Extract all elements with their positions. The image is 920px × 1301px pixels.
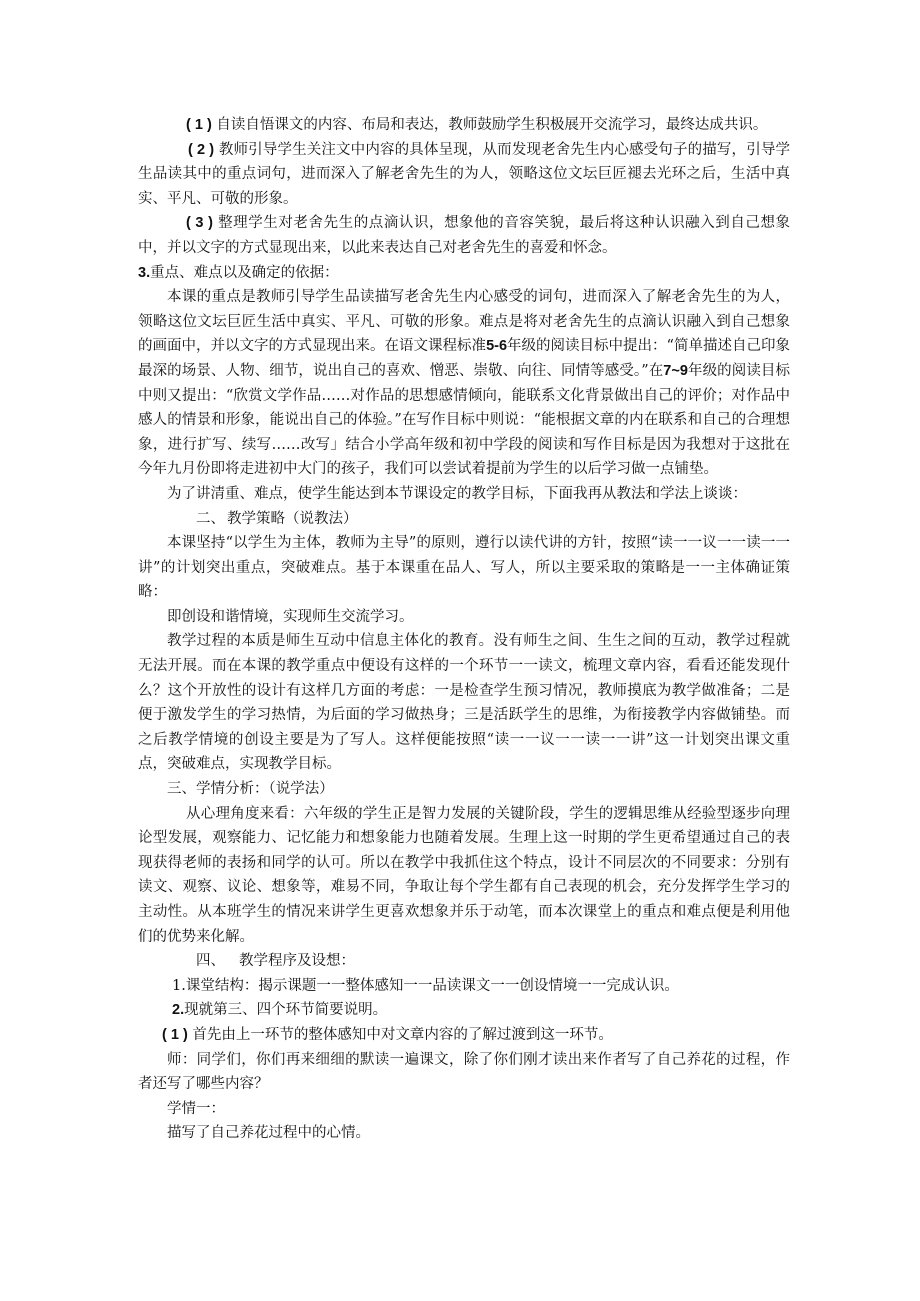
heading-text: 教学策略（说教法） bbox=[227, 510, 358, 527]
list-item-class-structure bbox=[138, 974, 790, 999]
paragraph-text: 本课坚持“以学生为主体，教师为主导”的原则，遵行以读代讲的方针，按照“读一一议一一读一一讲”的计划突出重点，突破难点。基于本课重在品人、写人，所以主要采取的策略是一一主体确证策略： bbox=[138, 535, 790, 601]
section-heading-teaching-strategy bbox=[138, 507, 790, 532]
heading-text: 重点、难点以及确定的依据： bbox=[150, 264, 339, 281]
section-heading-learning-analysis bbox=[138, 777, 790, 802]
paragraph-number: ( 2 ) bbox=[188, 141, 215, 158]
heading-number: 四、 bbox=[196, 953, 225, 970]
paragraph-text: 整理学生对老舍先生的点滴认识，想象他的音容笑貌，最后将这种认识融入到自己想象中，并以文字的方式显现出来，以此来表达自己对老舍先生的喜爱和怀念。 bbox=[138, 215, 791, 256]
heading-number: 3. bbox=[138, 264, 151, 281]
list-number: 2. bbox=[172, 1002, 185, 1019]
paragraph-teaching-process bbox=[138, 629, 790, 777]
paragraph-text: 教学过程的本质是师生互动中信息主体化的教育。没有师生之间、生生之间的互动，教学过程就无法开展。而在本课的教学重点中便设有这样的一个环节一一读文，梳理文章内容，看看还能发现什么？这个开放性的设计有这样几方面的考虑：一是检查学生预习情况，教师摸底为教学做准备；二是便于激发学生的学习热情，为后面的学习做热身；三是活跃学生的思维，为衔接教学内容做铺垫。而之后教学情境的创设主要是为了写人。这样便能按照“读一一议一一读一一讲”这一计划突出课文重点，突破难点，实现教学目标。 bbox=[138, 633, 790, 773]
grade-range: 5-6 bbox=[486, 338, 508, 355]
list-item-step-1 bbox=[138, 1023, 790, 1048]
paragraph-text: 教师引导学生关注文中内容的具体呈现，从而发现老舍先生内心感受句子的描写，引导学生品读其中的重点词句，进而深入了解老舍先生的为人，领略这位文坛巨匠褪去光环之后，生活中真实、平凡、可敬的形象。 bbox=[138, 141, 791, 207]
paragraph-text: 年级的阅读目标中提出：“简单描述自己印象最深的场景、人物、细节，说出自己的喜欢、憎恶、崇敬、向往、同情等感受。”在 bbox=[138, 338, 790, 379]
paragraph-number: ( 1 ) bbox=[186, 117, 212, 133]
paragraph-student-case-label bbox=[138, 1097, 790, 1122]
heading-text: 三、学情分析：（说学法） bbox=[167, 781, 334, 798]
heading-number: 二、 bbox=[196, 510, 225, 527]
section-heading-teaching-procedure bbox=[138, 949, 790, 974]
paragraph-text: 从心理角度来看：六年级的学生正是智力发展的关键阶段，学生的逻辑思维从经验型逐步向理论型发展，观察能力、记忆能力和想象能力也随着发展。生理上这一时期的学生更希望通过自己的表现获得老师的表扬和同学的认可。所以在教学中我抓住这个特点，设计不同层次的不同要求：分别有读文、观察、议论、想象等，难易不同，争取让每个学生都有自己表现的机会，充分发挥学生学习的主动性。从本班学生的情况来讲学生更喜欢想象并乐于动笔，而本次课堂上的重点和难点便是利用他们的优势来化解。 bbox=[138, 805, 790, 945]
paragraph-teacher-dialogue bbox=[138, 1048, 790, 1097]
paragraph-goal-2 bbox=[138, 138, 790, 212]
paragraph-transition bbox=[138, 482, 790, 507]
heading-text: 教学程序及设想： bbox=[239, 953, 355, 970]
paragraph-number: ( 3 ) bbox=[186, 215, 213, 232]
grade-range: 7~9 bbox=[663, 362, 688, 379]
list-item-explanation bbox=[138, 998, 790, 1023]
paragraph-key-points bbox=[138, 285, 790, 482]
paragraph-text: 为了讲清重、难点，使学生能达到本节课设定的教学目标，下面我再从教法和学法上谈谈： bbox=[167, 485, 747, 502]
paragraph-text: 即创设和谐情境，实现师生交流学习。 bbox=[167, 608, 414, 625]
paragraph-text: 描写了自己养花过程中的心情。 bbox=[167, 1125, 370, 1142]
document-page bbox=[138, 113, 790, 1146]
paragraph-student-response bbox=[138, 1121, 790, 1146]
list-number: ( 1 ) bbox=[162, 1026, 188, 1043]
paragraph-goal-3 bbox=[138, 211, 790, 260]
paragraph-strategy bbox=[138, 531, 790, 605]
paragraph-text: 年级的阅读目标中则又提出：“欣赏文学作品……对作品的思想感情倾向，能联系文化背景做出自己的评价；对作品中感人的情景和形象，能说出自己的体验。”在写作目标中则说：“能根据文章的内在联系和自己的合理想象，进行扩写、续写……改写」结合小学高年级和初中学段的阅读和写作目标是因为我想对于这批在今年九月份即将走进初中大门的孩子，我们可以尝试着提前为学生的以后学习做一点铺垫。 bbox=[138, 362, 790, 478]
paragraph-text: 学情一： bbox=[167, 1100, 225, 1117]
paragraph-text: 1.课堂结构：揭示课题一一整体感知一一品读课文一一创设情境一一完成认识。 bbox=[172, 977, 679, 994]
paragraph-strategy-detail bbox=[138, 605, 790, 630]
paragraph-text: 师：同学们，你们再来细细的默读一遍课文，除了你们刚才读出来作者写了自己养花的过程，作者还写了哪些内容？ bbox=[138, 1051, 790, 1093]
paragraph-goal-1 bbox=[138, 113, 790, 138]
paragraph-text: 自读自悟课文的内容、布局和表达，教师鼓励学生积极展开交流学习，最终达成共识。 bbox=[216, 117, 768, 133]
paragraph-learning-analysis bbox=[138, 802, 790, 950]
paragraph-text: 现就第三、四个环节简要说明。 bbox=[184, 1002, 388, 1019]
paragraph-text: 本课的重点是教师引导学生品读描写老舍先生内心感受的词句，进而深入了解老舍先生的为人，领略这位文坛巨匠生活中真实、平凡、可敬的形象。难点是将对老舍先生的点滴认识融入到自己想象的画面中，并以文字的方式显现出来。在语文课程标准 bbox=[138, 289, 790, 355]
section-heading-key-points bbox=[138, 261, 790, 286]
paragraph-text: 首先由上一环节的整体感知中对文章内容的了解过渡到这一环节。 bbox=[192, 1026, 613, 1043]
